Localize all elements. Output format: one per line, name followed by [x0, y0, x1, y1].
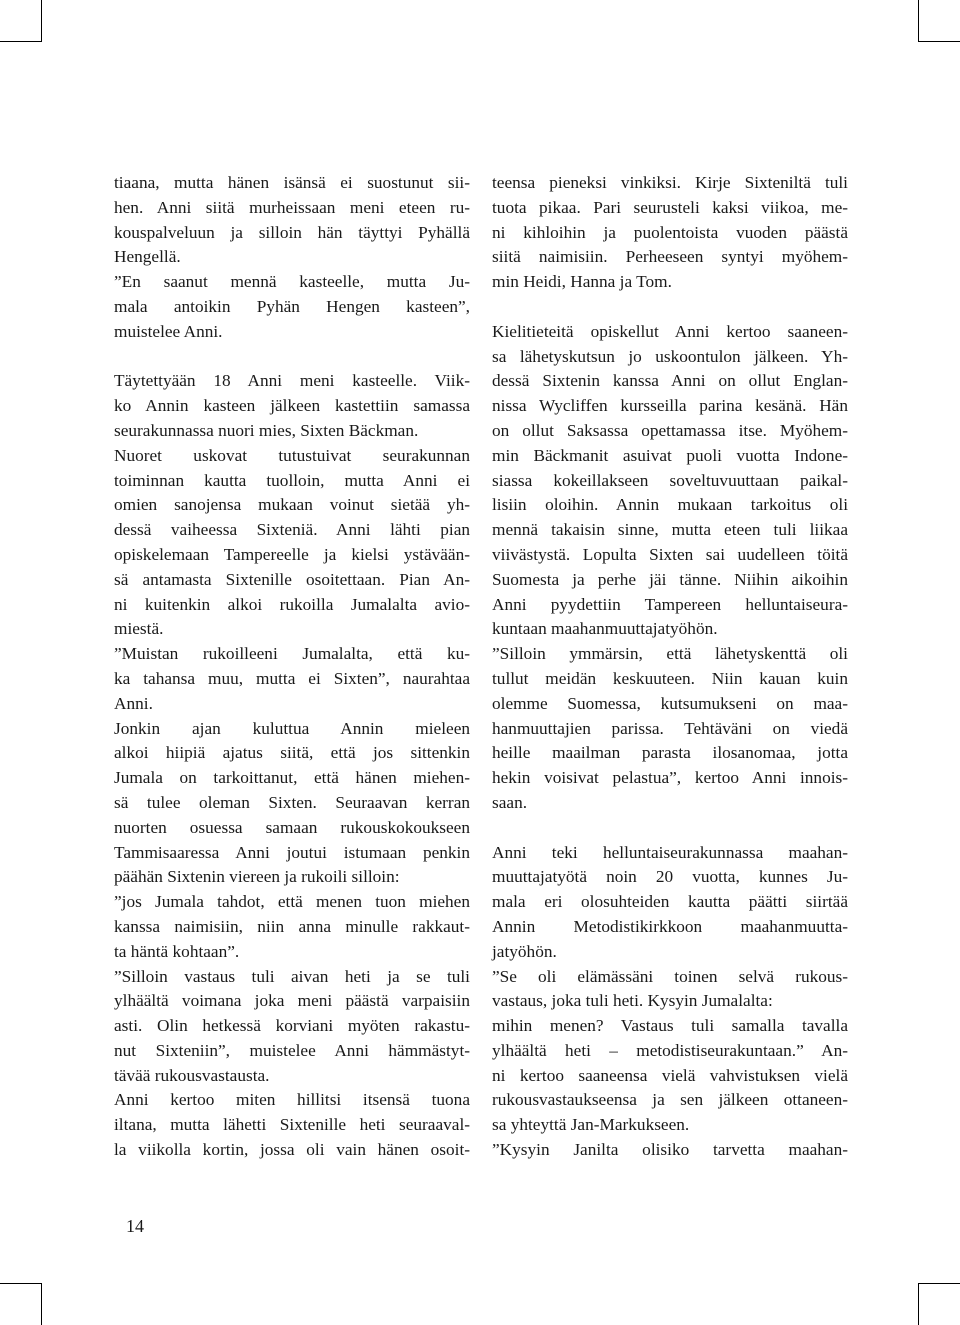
- right-text-column: [492, 171, 848, 1163]
- text-line: sa yhteyttä Jan-Markukseen.: [492, 1115, 690, 1135]
- text-line: vastaus, joka tuli heti. Kysyin Jumalalta:: [492, 991, 773, 1011]
- text-line: siitä naimisiin. Perheeseen syntyi myöhem-: [492, 247, 848, 267]
- text-line: [492, 816, 848, 841]
- text-line: kuntaan maahanmuuttajatyöhön.: [492, 619, 718, 639]
- text-line: muistelee Anni.: [114, 321, 223, 341]
- text-line: lisiin oloihin. Annin mukaan tarkoitus oli: [492, 495, 848, 515]
- text-line: ka tahansa muu, mutta ei Sixten”, naurahtaa: [114, 668, 470, 688]
- text-line: sä antamasta Sixtenille osoitettaan. Pian An-: [114, 569, 470, 589]
- text-line: Täytettyään 18 Anni meni kasteelle. Viik-: [114, 371, 470, 391]
- text-line: teensa pieneksi vinkiksi. Kirje Sixteniltä tuli: [492, 173, 848, 192]
- text-line: Suomesta ja perhe jäi tänne. Niihin aikoihin: [492, 569, 848, 589]
- text-line: Anni kertoo miten hillitsi itsensä tuona: [114, 1090, 470, 1110]
- text-line: kouspalveluun ja silloin hän täyttyi Pyhällä: [114, 222, 470, 242]
- text-line: jatyöhön.: [492, 941, 557, 961]
- text-line: ”En saanut mennä kasteelle, mutta Ju-: [114, 272, 470, 292]
- text-line: Nuoret uskovat tutustuivat seurakunnan: [114, 445, 470, 465]
- text-line: muuttajatyötä noin 20 vuotta, kunnes Ju-: [492, 867, 848, 887]
- crop-mark-right-top: [918, 41, 960, 42]
- left-text-column: [114, 171, 470, 1163]
- text-line: tuota pikaa. Pari seurusteli kaksi viikoa, me-: [492, 197, 848, 217]
- text-line: hen. Anni siitä murheissaan meni eteen ru-: [114, 197, 470, 217]
- text-line: tävää rukousvastausta.: [114, 1065, 270, 1085]
- text-line: rukousvastaukseensa ja sen jälkeen ottaneen-: [492, 1090, 848, 1110]
- text-line: päähän Sixtenin viereen ja rukoili silloin:: [114, 867, 400, 887]
- text-line: ”Muistan rukoilleeni Jumalalta, että ku-: [114, 644, 470, 664]
- crop-mark-left-bottom: [0, 1283, 42, 1284]
- text-line: ”Silloin ymmärsin, että lähetyskenttä oli: [492, 644, 848, 664]
- text-line: Kielitieteitä opiskellut Anni kertoo saaneen-: [492, 321, 848, 341]
- text-line: ylhäältä voimana joka meni päästä varpaisiin: [114, 991, 470, 1011]
- text-line: la viikolla kortin, jossa oli vain hänen osoit-: [114, 1140, 470, 1160]
- text-line: tullut meidän keskuuteen. Niin kauan kuin: [492, 668, 848, 688]
- text-line: seurakunnassa nuori mies, Sixten Bäckman.: [114, 420, 419, 440]
- crop-mark-right-bottom: [918, 1283, 960, 1284]
- text-line: Anni.: [114, 693, 153, 713]
- text-line: sä tulee oleman Sixten. Seuraavan kerran: [114, 792, 470, 812]
- text-line: asti. Olin hetkessä korviani myöten rakastu-: [114, 1016, 470, 1036]
- text-line: ”Silloin vastaus tuli aivan heti ja se tuli: [114, 966, 470, 986]
- text-line: iltana, mutta lähetti Sixtenille heti seuraaval-: [114, 1115, 470, 1135]
- crop-mark-top-right: [918, 0, 919, 42]
- text-line: ”jos Jumala tahdot, että menen tuon miehen: [114, 892, 470, 912]
- text-line: nut Sixteniin”, muistelee Anni hämmästyt-: [114, 1040, 470, 1060]
- text-line: on ollut Saksassa opettamassa itse. Myöhem-: [492, 420, 848, 440]
- text-line: ni kertoo saaneensa vielä vahvistuksen vielä: [492, 1065, 848, 1085]
- text-line: Hengellä.: [114, 247, 181, 267]
- text-line: ”Se oli elämässäni toinen selvä rukous-: [492, 966, 848, 986]
- page-number: 14: [126, 1216, 144, 1236]
- text-line: siassa kokeillakseen soveltuvuuttaan paikal-: [492, 470, 848, 490]
- text-line: Tammisaaressa Anni joutui istumaan penkin: [114, 842, 470, 862]
- text-line: Anni pyydettiin Tampereen helluntaiseura-: [492, 594, 848, 614]
- text-line: saan.: [492, 792, 528, 812]
- text-line: [114, 345, 470, 370]
- text-line: ”Kysyin Janilta olisiko tarvetta maahan-: [492, 1140, 848, 1160]
- text-line: Jonkin ajan kuluttua Annin mieleen: [114, 718, 470, 738]
- text-line: alkoi hiipiä ajatus siitä, että jos sittenkin: [114, 743, 470, 763]
- text-line: miestä.: [114, 619, 164, 639]
- text-line: ylhäältä heti – metodistiseurakuntaan.” An-: [492, 1040, 848, 1060]
- text-line: hekin voisivat pelastua”, kertoo Anni innois-: [492, 768, 848, 788]
- text-line: omien sanojensa mukaan voinut sietää yh-: [114, 495, 470, 515]
- text-line: heille maailman parasta ilosanomaa, jotta: [492, 743, 848, 763]
- text-line: sa lähetyskutsun jo uskoontulon jälkeen. Yh-: [492, 346, 848, 366]
- text-line: min Heidi, Hanna ja Tom.: [492, 272, 672, 292]
- crop-mark-bottom-left: [41, 1283, 42, 1325]
- text-line: kanssa naimisiin, niin anna minulle rakkaut-: [114, 916, 470, 936]
- text-line: min Bäckmanit asuivat puoli vuotta Indone-: [492, 445, 848, 465]
- crop-mark-left-top: [0, 41, 42, 42]
- text-line: Anni teki helluntaiseurakunnassa maahan-: [492, 842, 848, 862]
- text-line: Jumala on tarkoittanut, että hänen miehen-: [114, 768, 470, 788]
- text-line: Annin Metodistikirkkoon maahanmuutta-: [492, 916, 848, 936]
- text-line: opiskelemaan Tampereelle ja kielsi ystävään-: [114, 544, 470, 564]
- text-line: ko Annin kasteen jälkeen kastettiin samassa: [114, 396, 470, 416]
- text-line: mennä takaisin sinne, mutta eteen tuli liikaa: [492, 520, 848, 540]
- crop-mark-bottom-right: [918, 1283, 919, 1325]
- text-line: olemme Suomessa, kutsumukseni on maa-: [492, 693, 848, 713]
- text-line: mihin menen? Vastaus tuli samalla tavalla: [492, 1016, 848, 1036]
- text-line: nissa Wycliffen kursseilla parina kesänä. Hän: [492, 396, 848, 416]
- text-line: dessä vaiheessa Sixteniä. Anni lähti pian: [114, 520, 470, 540]
- text-line: mala eri olosuhteiden kautta päätti siirtää: [492, 892, 848, 912]
- text-line: tiaana, mutta hänen isänsä ei suostunut sii-: [114, 173, 470, 192]
- text-line: viivästystä. Lopulta Sixten sai uudelleen töitä: [492, 544, 848, 564]
- text-line: dessä Sixtenin kanssa Anni on ollut Englan-: [492, 371, 848, 391]
- text-line: ta häntä kohtaan”.: [114, 941, 240, 961]
- text-line: [492, 295, 848, 320]
- text-line: toiminnan kautta tuolloin, mutta Anni ei: [114, 470, 470, 490]
- text-line: ni kuitenkin alkoi rukoilla Jumalalta avio-: [114, 594, 470, 614]
- text-line: ni kihloihin ja puolentoista vuoden päästä: [492, 222, 848, 242]
- text-line: mala antoikin Pyhän Hengen kasteen”,: [114, 296, 470, 316]
- crop-mark-top-left: [41, 0, 42, 42]
- text-line: hanmuuttajien parissa. Tehtäväni on viedä: [492, 718, 848, 738]
- text-line: nuorten osuessa samaan rukouskokoukseen: [114, 817, 470, 837]
